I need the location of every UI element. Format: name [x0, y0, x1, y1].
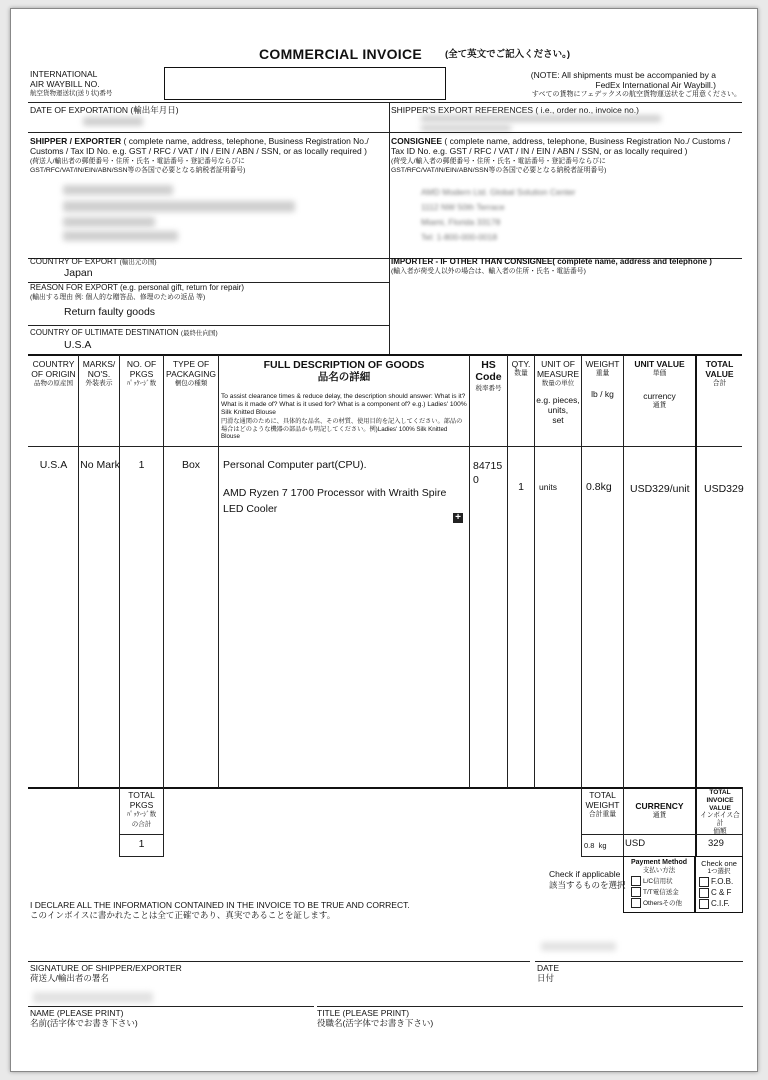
term-fob[interactable]: F.O.B.	[699, 876, 742, 887]
country-of-export-label: COUNTRY OF EXPORT (輸出元の国)	[30, 257, 157, 266]
declaration-text-jp: このインボイスに書かれたことは全て正確であり、真実であることを証します。	[30, 910, 336, 920]
declaration-text: I DECLARE ALL THE INFORMATION CONTAINED IN THE INVOICE TO BE TRUE AND CORRECT.	[30, 900, 410, 910]
cif-checkbox[interactable]	[699, 899, 709, 909]
fedex-note-line3: すべての貨物にフェデックスの航空貨物運送状をご用意ください。	[531, 91, 741, 98]
consignee-label-jp1: (荷受人/輸入者の郵便番号・住所・氏名・電話番号・登記番号ならびに	[391, 158, 606, 165]
reason-for-export-label-jp: (輸出する理由 例: 個人的な贈答品、修理のための返品 等)	[30, 294, 206, 301]
row-qty: 1	[518, 481, 524, 493]
name-label-jp: 名前(活字体でお書き下さい)	[30, 1018, 138, 1028]
currency-value: USD	[625, 838, 646, 849]
reason-for-export-label: REASON FOR EXPORT (e.g. personal gift, return for repair)	[30, 283, 244, 292]
col-header-packaging: TYPE OF PACKAGING 梱包の種類	[166, 359, 216, 387]
consignee-address-redacted: AMD Modern Ltd. Global Solution Center 1112 NW 50th Terrace Miami, Florida 33178 Tel: 1-800-000-0018	[421, 187, 576, 242]
date-of-exportation-value	[83, 117, 143, 126]
payment-method-box: Payment Method 支払い方法 L/C信用状 T/T電信送金 Othersその他	[623, 856, 695, 913]
shipper-label: SHIPPER / EXPORTER ( complete name, address, telephone, Business Registration No./	[30, 136, 369, 146]
awb-label-1: INTERNATIONAL	[30, 69, 98, 79]
col-header-unit-value: UNIT VALUE 単価 currency 通貨	[634, 359, 685, 409]
payment-option-tt[interactable]: T/T電信送金	[631, 886, 694, 897]
consignee-label: CONSIGNEE ( complete name, address, telephone, Business Registration No./ Customs /	[391, 136, 731, 146]
date-label-jp: 日付	[537, 973, 555, 983]
signature-label-jp: 荷送人/輸出者の署名	[30, 973, 109, 983]
cf-checkbox[interactable]	[699, 888, 709, 898]
shipper-label-jp2: GST/RFC/VAT/IN/EIN/ABN/SSN等の各国で必要となる納税者証明番号)	[30, 167, 246, 174]
awb-label-2: AIR WAYBILL NO.	[30, 79, 100, 89]
destination-value: U.S.A	[64, 339, 92, 351]
payment-option-others[interactable]: Othersその他	[631, 897, 694, 908]
consignee-label-line2: Tax ID No. e.g. GST / RFC / VAT / IN / EIN / ABN / SSN, or as locally required )	[391, 146, 688, 156]
shipper-label-jp1: (荷送人/輸出者の郵便番号・住所・氏名・電話番号・登記番号ならびに	[30, 158, 245, 165]
payment-option-lc[interactable]: L/C信用状	[631, 875, 694, 886]
total-pkgs-label: TOTAL PKGS ﾊﾟｯｹｰｼﾞ数 の合計	[126, 790, 157, 828]
total-weight-label: TOTAL WEIGHT 合計重量	[585, 790, 620, 818]
tt-checkbox[interactable]	[631, 887, 641, 897]
export-references-label: SHIPPER'S EXPORT REFERENCES ( i.e., order no., invoice no.)	[391, 105, 639, 115]
col-header-qty: QTY. 数量	[511, 359, 531, 377]
col-header-marks: MARKS/ NO'S. 外装表示	[82, 359, 116, 387]
consignee-label-jp2: GST/RFC/VAT/IN/EIN/ABN/SSN等の各国で必要となる納税者証明番号)	[391, 167, 607, 174]
col-header-description: FULL DESCRIPTION OF GOODS 品名の詳細	[263, 359, 425, 383]
fedex-note-line1: (NOTE: All shipments must be accompanied by a	[530, 70, 716, 80]
awb-number-field[interactable]	[164, 67, 446, 100]
row-weight: 0.8kg	[586, 481, 612, 493]
document-title: COMMERCIAL INVOICE	[259, 46, 423, 62]
total-invoice-label: TOTAL INVOICE VALUE インボイス合計 価額	[700, 789, 740, 835]
destination-label: COUNTRY OF ULTIMATE DESTINATION (最終仕向国)	[30, 328, 218, 337]
total-pkgs-value: 1	[138, 838, 145, 850]
col-header-hs: HS Code 税率番号	[475, 359, 502, 392]
check-if-applicable-label-jp: 該当するものを選択	[549, 880, 626, 890]
term-cf[interactable]: C & F	[699, 887, 742, 898]
name-label: NAME (PLEASE PRINT)	[30, 1008, 124, 1018]
description-note: To assist clearance times & reduce delay, the description should answer: What is it? What is it made of? What is it used for? What is a component of? e.g.) Ladies' 100% Silk Knitted Blouse	[221, 393, 467, 416]
row-unit: units	[539, 482, 557, 492]
document-title-note: (全て英文でご記入ください。)	[445, 49, 571, 60]
importer-label: IMPORTER - IF OTHER THAN CONSIGNEE( complete name, address and telephone )	[391, 257, 712, 266]
check-if-applicable-label: Check if applicable	[549, 869, 621, 879]
export-references-value	[421, 115, 661, 122]
description-note-jp: 円滑な通関のために、具体的な品名、その材質、使用目的を記入してください。部品の場合はどのような機器の部品かも明記してください。例)Ladies' 100% Silk Knitted Blouse	[221, 418, 463, 440]
row-total-value: USD329	[704, 483, 744, 495]
col-header-total-value: TOTAL VALUE 合計	[705, 359, 734, 387]
total-weight-value: 0.8 kg	[584, 841, 607, 850]
importer-label-jp: (輸入者が荷受人以外の場合は、輸入者の住所・氏名・電話番号)	[391, 268, 586, 275]
signature-date-value	[541, 942, 616, 951]
reason-for-export-value: Return faulty goods	[64, 306, 156, 318]
row-unit-value: USD329/unit	[630, 483, 690, 495]
currency-label: CURRENCY 通貨	[635, 801, 684, 819]
title-label: TITLE (PLEASE PRINT)	[317, 1008, 410, 1018]
date-of-exportation-label: DATE OF EXPORTATION (輸出年月日)	[30, 105, 179, 115]
term-cif[interactable]: C.I.F.	[699, 898, 742, 909]
invoice-page	[10, 8, 758, 1072]
shipper-label-line2: Customs / Tax ID No. e.g. GST / RFC / VAT / IN / EIN / ABN / SSN, or as locally required )	[30, 146, 367, 156]
col-header-origin: COUNTRY OF ORIGIN 品物の原産国	[31, 359, 76, 387]
awb-label-jp: 航空貨物運送状(送り状)番号	[30, 90, 113, 97]
expand-row-icon[interactable]: +	[453, 513, 463, 523]
fob-checkbox[interactable]	[699, 877, 709, 887]
lc-checkbox[interactable]	[631, 876, 641, 886]
row-hs-code: 84715 0	[473, 460, 503, 486]
country-of-export-value: Japan	[64, 267, 93, 279]
fedex-note-line2: FedEx International Air Waybill.)	[595, 80, 716, 90]
row-packaging: Box	[181, 459, 201, 471]
col-header-pkgs: NO. OF PKGS ﾊﾟｯｹｰｼﾞ数	[126, 359, 157, 387]
total-invoice-value: 329	[708, 838, 724, 849]
terms-box: Check one 1つ選択 F.O.B. C & F C.I.F.	[695, 856, 743, 913]
row-marks: No Mark	[80, 459, 120, 471]
col-header-unit: UNIT OF MEASURE 数量の単位 e.g. pieces, units, set	[536, 359, 580, 425]
date-label: DATE	[537, 963, 560, 973]
row-description: Personal Computer part(CPU). AMD Ryzen 7 1700 Processor with Wraith Spire LED Cooler	[223, 459, 447, 515]
others-checkbox[interactable]	[631, 898, 641, 908]
shipper-name-redacted	[33, 992, 153, 1003]
signature-label: SIGNATURE OF SHIPPER/EXPORTER	[30, 963, 182, 973]
row-pkgs: 1	[138, 459, 145, 471]
col-header-weight: WEIGHT 重量 lb / kg	[585, 359, 620, 399]
row-origin: U.S.A	[39, 459, 68, 471]
title-label-jp: 役職名(活字体でお書き下さい)	[317, 1018, 434, 1028]
